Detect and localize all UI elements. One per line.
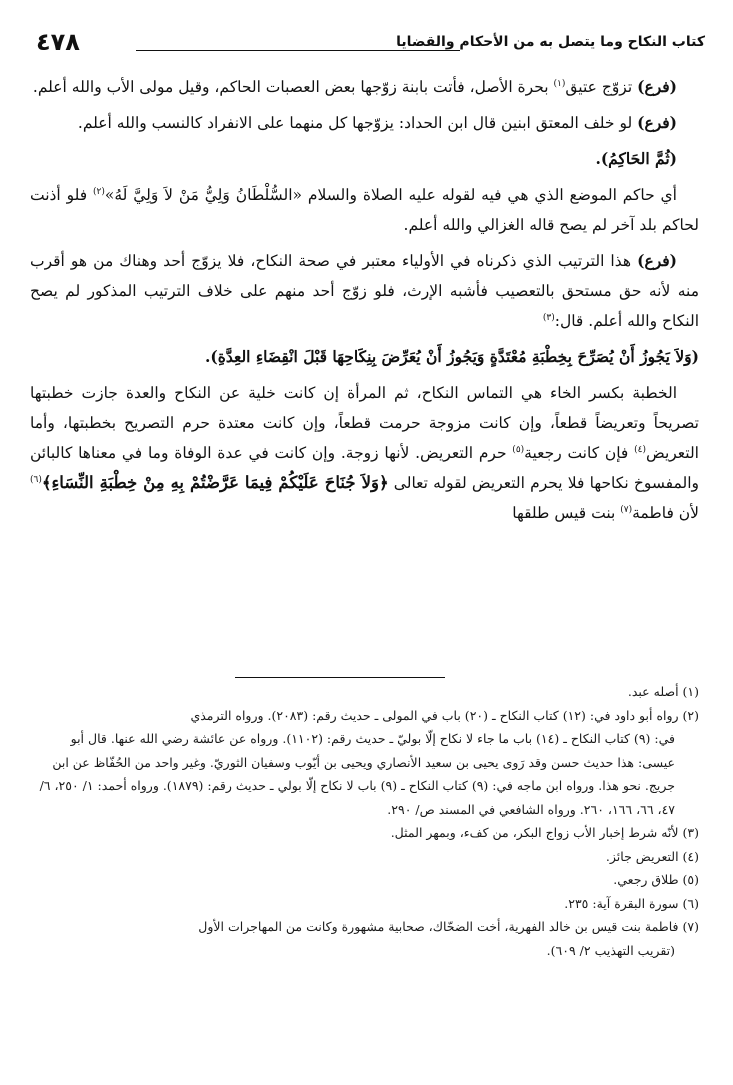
paragraph-text: تزوّج عتيق bbox=[565, 78, 638, 96]
footnote-ref-2[interactable]: (٢) bbox=[92, 186, 105, 197]
running-title: كتاب النكاح وما يتصل به من الأحكام والقضايا bbox=[396, 34, 705, 50]
paragraph-label: (فرع) bbox=[637, 77, 677, 96]
header-rule bbox=[136, 50, 460, 51]
paragraph-text: بنت قيس طلقها bbox=[512, 504, 621, 522]
page-number: ٤٧٨ bbox=[36, 28, 80, 56]
footnote-5: (٥) طلاق رجعي. bbox=[613, 872, 699, 887]
paragraph-label: (فرع) bbox=[637, 251, 677, 270]
footnote-ref-5[interactable]: (٥) bbox=[512, 444, 525, 455]
footnote-ref-7[interactable]: (٧) bbox=[620, 504, 633, 515]
footnote-ref-1[interactable]: (١) bbox=[553, 78, 566, 89]
paragraph-text: فإن كانت رجعية bbox=[524, 444, 635, 462]
footnote-1: (١) أصله عبد. bbox=[627, 684, 699, 699]
paragraph-2 bbox=[30, 108, 699, 138]
paragraph-4 bbox=[30, 180, 699, 240]
footnote-ref-3[interactable]: (٣) bbox=[542, 312, 555, 323]
paragraph-text: لأن فاطمة bbox=[632, 504, 699, 522]
footnote-ref-4[interactable]: (٤) bbox=[634, 444, 646, 455]
quran-verse: ﴿وَلاَ جُنَاحَ عَلَيْكُمْ فِيمَا عَرَّضْتُمْ بِهِ مِنْ خِطْبَةِ النِّسَاءِ﴾ bbox=[41, 473, 389, 492]
footnote-separator bbox=[235, 677, 445, 678]
paragraph-text: بحرة الأصل، فأتت بابنة زوّجها بعض العصبات الحاكم، وقيل مولى الأب والله أعلم. bbox=[32, 78, 554, 96]
page-header bbox=[36, 28, 705, 68]
footnote-2-continued: في: (٩) كتاب النكاح ـ (١٤) باب ما جاء لا نكاح إلّا بوليّ ـ حديث رقم: (١١٠٢). ورواه عن عائشة رضي الله عنها. قال أبو عيسى: هذا حديث حسن وقد رَوى يحيى بن سعيد الأنصاري ويحيى بن أيّوب وسفيان الثوريّ. وغير واحد من الحُفّاظ عن ابن جريج. نحو هذا. ورواه ابن ماجه في: (٩) كتاب النكاح ـ (٩) باب لا نكاح إلّا بولي ـ حديث رقم: (١٨٧٩). ورواه أحمد: ١/ ٢٥٠، ٦/ ٤٧، ٦٦، ١٦٦، ٢٦٠. ورواه الشافعي في المسند ص/ ٢٩٠. bbox=[39, 731, 675, 817]
footnote-7-continued: (تقريب التهذيب ٢/ ٦٠٩). bbox=[546, 942, 675, 958]
paragraph-7 bbox=[30, 378, 699, 528]
footnote-2: (٢) رواه أبو داود في: (١٢) كتاب النكاح ـ (٢٠) باب في المولى ـ حديث رقم: (٢٠٨٣). ورواه الترمذي bbox=[190, 707, 699, 723]
main-text bbox=[30, 72, 699, 534]
matn-text: (وَلاَ يَجُوزُ أَنْ يُصَرِّحَ بِخِطْبَةِ مُعْتَدَّةٍ وَيَجُوزُ أَنْ يُعَرِّضَ بِنِكَاحِهَا قَبْلَ انْقِضَاءِ العِدَّةِ). bbox=[205, 347, 699, 366]
paragraph-text: الخطبة بكسر الخاء هي التماس النكاح، ثم المرأة إن كانت خلية عن النكاح والعدة جازت خطبتها تصريحاً وتعريضاً قطعاً، وإن كانت مزوجة حرمت قطعاً، وإن كانت معتدة حرم التصريح بخطبتها، وأما التعريض bbox=[30, 384, 699, 462]
paragraph-text: أي حاكم الموضع الذي هي فيه لقوله عليه الصلاة والسلام «السُّلْطَانُ وَلِيُّ مَنْ لاَ وَلِيَّ لَهُ» bbox=[104, 186, 677, 204]
matn-heading: (ثُمَّ الحَاكِمُ). bbox=[595, 149, 677, 168]
paragraph-text: فلو أذنت لحاكم بلد آخر لم يصح قاله الغزالي والله أعلم. bbox=[30, 186, 699, 234]
footnote-4: (٤) التعريض جائز. bbox=[605, 848, 699, 864]
paragraph-5 bbox=[30, 246, 699, 336]
footnote-6: (٦) سورة البقرة آية: ٢٣٥. bbox=[564, 895, 699, 911]
paragraph-text: لو خلف المعتق ابنين قال ابن الحداد: يزوّجها كل منهما على الانفراد كالنسب والله أعلم. bbox=[77, 114, 638, 132]
footnotes bbox=[30, 680, 699, 962]
paragraph-text: حرم التعريض. لأنها زوجة. وإن كانت في عدة الوفاة وما في معناها كالبائن والمفسوخ نكاحها فلا يحرم التعريض لقوله تعالى bbox=[30, 444, 699, 492]
footnote-ref-6[interactable]: (٦) bbox=[30, 474, 42, 485]
footnote-3: (٣) لأنّه شرط إخبار الأب زواج البكر، من كفء، وبمهر المثل. bbox=[390, 825, 699, 840]
footnote-7: (٧) فاطمة بنت قيس بن خالد الفهرية، أخت الضحّاك، صحابية مشهورة وكانت من المهاجرات الأول bbox=[198, 919, 699, 934]
paragraph-1 bbox=[30, 72, 699, 102]
paragraph-label: (فرع) bbox=[637, 113, 677, 132]
paragraph-text: هذا الترتيب الذي ذكرناه في الأولياء معتبر في صحة النكاح، فلا يزوّج أحد وهناك من هو أقرب منه لأنه حق مستحق بالتعصيب فأشبه الإرث، فلو زوّج أحد منهم على خلاف الترتيب المذكور لم يصح النكاح والله أعلم. قال: bbox=[30, 252, 699, 330]
